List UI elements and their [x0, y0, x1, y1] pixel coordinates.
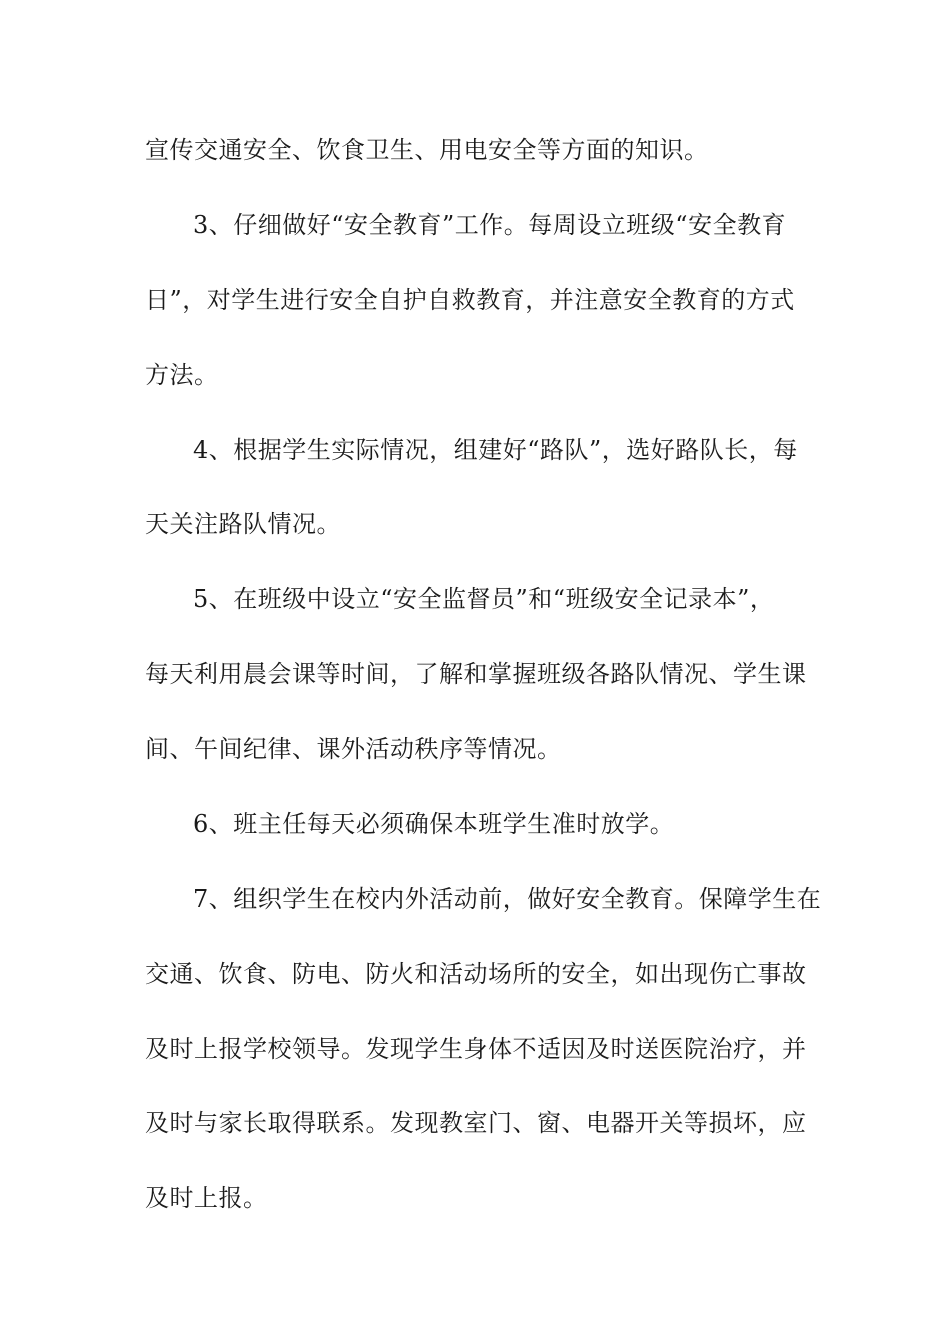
text-line: 方法。 — [145, 361, 219, 389]
text-line: 3、仔细做好“安全教育”工作。每周设立班级“安全教育 — [193, 211, 787, 239]
text-line: 5、在班级中设立“安全监督员”和“班级安全记录本”， — [193, 585, 775, 613]
text-line: 每天利用晨会课等时间，了解和掌握班级各路队情况、学生课 — [145, 660, 807, 688]
text-line: 及时上报学校领导。发现学生身体不适因及时送医院治疗，并 — [145, 1035, 807, 1063]
text-line: 间、午间纪律、课外活动秩序等情况。 — [145, 735, 562, 763]
text-line: 天关注路队情况。 — [145, 510, 341, 538]
text-line: 7、组织学生在校内外活动前，做好安全教育。保障学生在 — [193, 885, 822, 913]
text-line: 日”，对学生进行安全自护自救教育，并注意安全教育的方式 — [145, 286, 795, 314]
text-line: 6、班主任每天必须确保本班学生准时放学。 — [193, 810, 675, 838]
text-line: 交通、饮食、防电、防火和活动场所的安全，如出现伤亡事故 — [145, 960, 807, 988]
text-line: 及时上报。 — [145, 1184, 268, 1212]
text-line: 4、根据学生实际情况，组建好“路队”，选好路队长，每 — [193, 436, 798, 464]
text-line: 宣传交通安全、饮食卫生、用电安全等方面的知识。 — [145, 136, 709, 164]
text-line: 及时与家长取得联系。发现教室门、窗、电器开关等损坏，应 — [145, 1109, 807, 1137]
